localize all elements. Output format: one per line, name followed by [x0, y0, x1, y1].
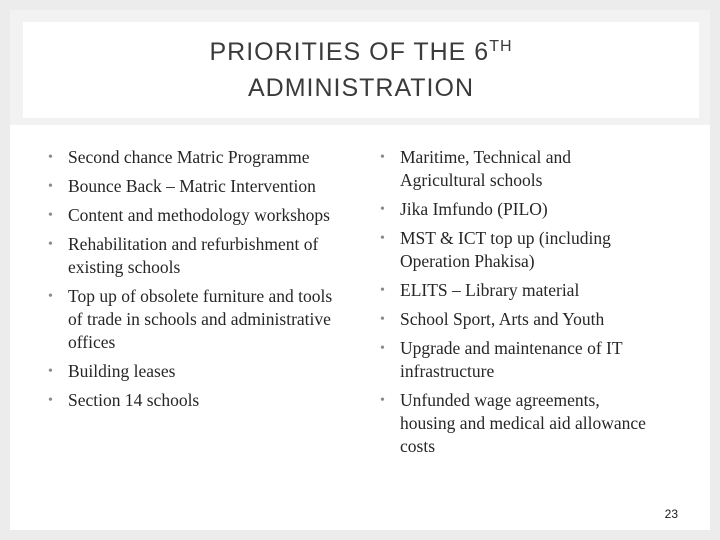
list-item-text: Second chance Matric Programme — [68, 147, 310, 167]
list-item — [380, 198, 655, 221]
list-item — [380, 389, 655, 458]
bullet-icon: • — [48, 150, 53, 165]
list-item-text: School Sport, Arts and Youth — [400, 309, 605, 329]
list-item-text: Building leases — [68, 361, 176, 381]
list-item — [380, 146, 655, 192]
list-item — [48, 204, 348, 227]
left-bullet-list — [48, 140, 348, 412]
list-item — [48, 389, 348, 412]
list-item-text: Maritime, Technical and Agricultural schools — [400, 147, 571, 190]
list-item-text: Unfunded wage agreements, housing and medical aid allowance costs — [400, 390, 646, 456]
list-item-text: Upgrade and maintenance of IT infrastructure — [400, 338, 623, 381]
title-line-2: ADMINISTRATION — [247, 74, 475, 102]
list-item — [380, 308, 655, 331]
bullet-icon: • — [380, 150, 385, 165]
bullet-icon: • — [48, 179, 53, 194]
list-item-text: Top up of obsolete furniture and tools of trade in schools and administrative offices — [68, 286, 333, 352]
bullet-icon: • — [380, 393, 385, 408]
bullet-icon: • — [48, 237, 53, 252]
list-item — [48, 146, 348, 169]
bullet-icon: • — [48, 393, 53, 408]
list-item — [380, 337, 655, 383]
list-item — [48, 360, 348, 383]
list-item-text: Bounce Back – Matric Intervention — [68, 176, 316, 196]
list-item — [380, 227, 655, 273]
bullet-icon: • — [380, 231, 385, 246]
bullet-icon: • — [380, 283, 385, 298]
list-item-text: Rehabilitation and refurbishment of existing schools — [68, 234, 319, 277]
bullet-icon: • — [380, 312, 385, 327]
list-item-text: ELITS – Library material — [400, 280, 580, 300]
bullet-icon: • — [48, 208, 53, 223]
right-bullet-list — [380, 140, 655, 458]
page-number: 23 — [664, 507, 678, 521]
list-item — [48, 175, 348, 198]
slide-title — [209, 34, 512, 107]
list-item — [48, 285, 348, 354]
bullet-icon: • — [380, 341, 385, 356]
list-item — [48, 233, 348, 279]
list-item-text: MST & ICT top up (including Operation Phakisa) — [400, 228, 611, 271]
bullet-icon: • — [48, 289, 53, 304]
list-item-text: Section 14 schools — [68, 390, 200, 410]
title-line-1: PRIORITIES OF THE 6 — [209, 37, 490, 66]
list-item-text: Jika Imfundo (PILO) — [400, 199, 548, 219]
title-superscript: TH — [489, 37, 513, 55]
bullet-icon: • — [380, 202, 385, 217]
bullet-icon: • — [48, 364, 53, 379]
title-box — [23, 22, 699, 118]
list-item-text: Content and methodology workshops — [68, 205, 330, 225]
list-item — [380, 279, 655, 302]
